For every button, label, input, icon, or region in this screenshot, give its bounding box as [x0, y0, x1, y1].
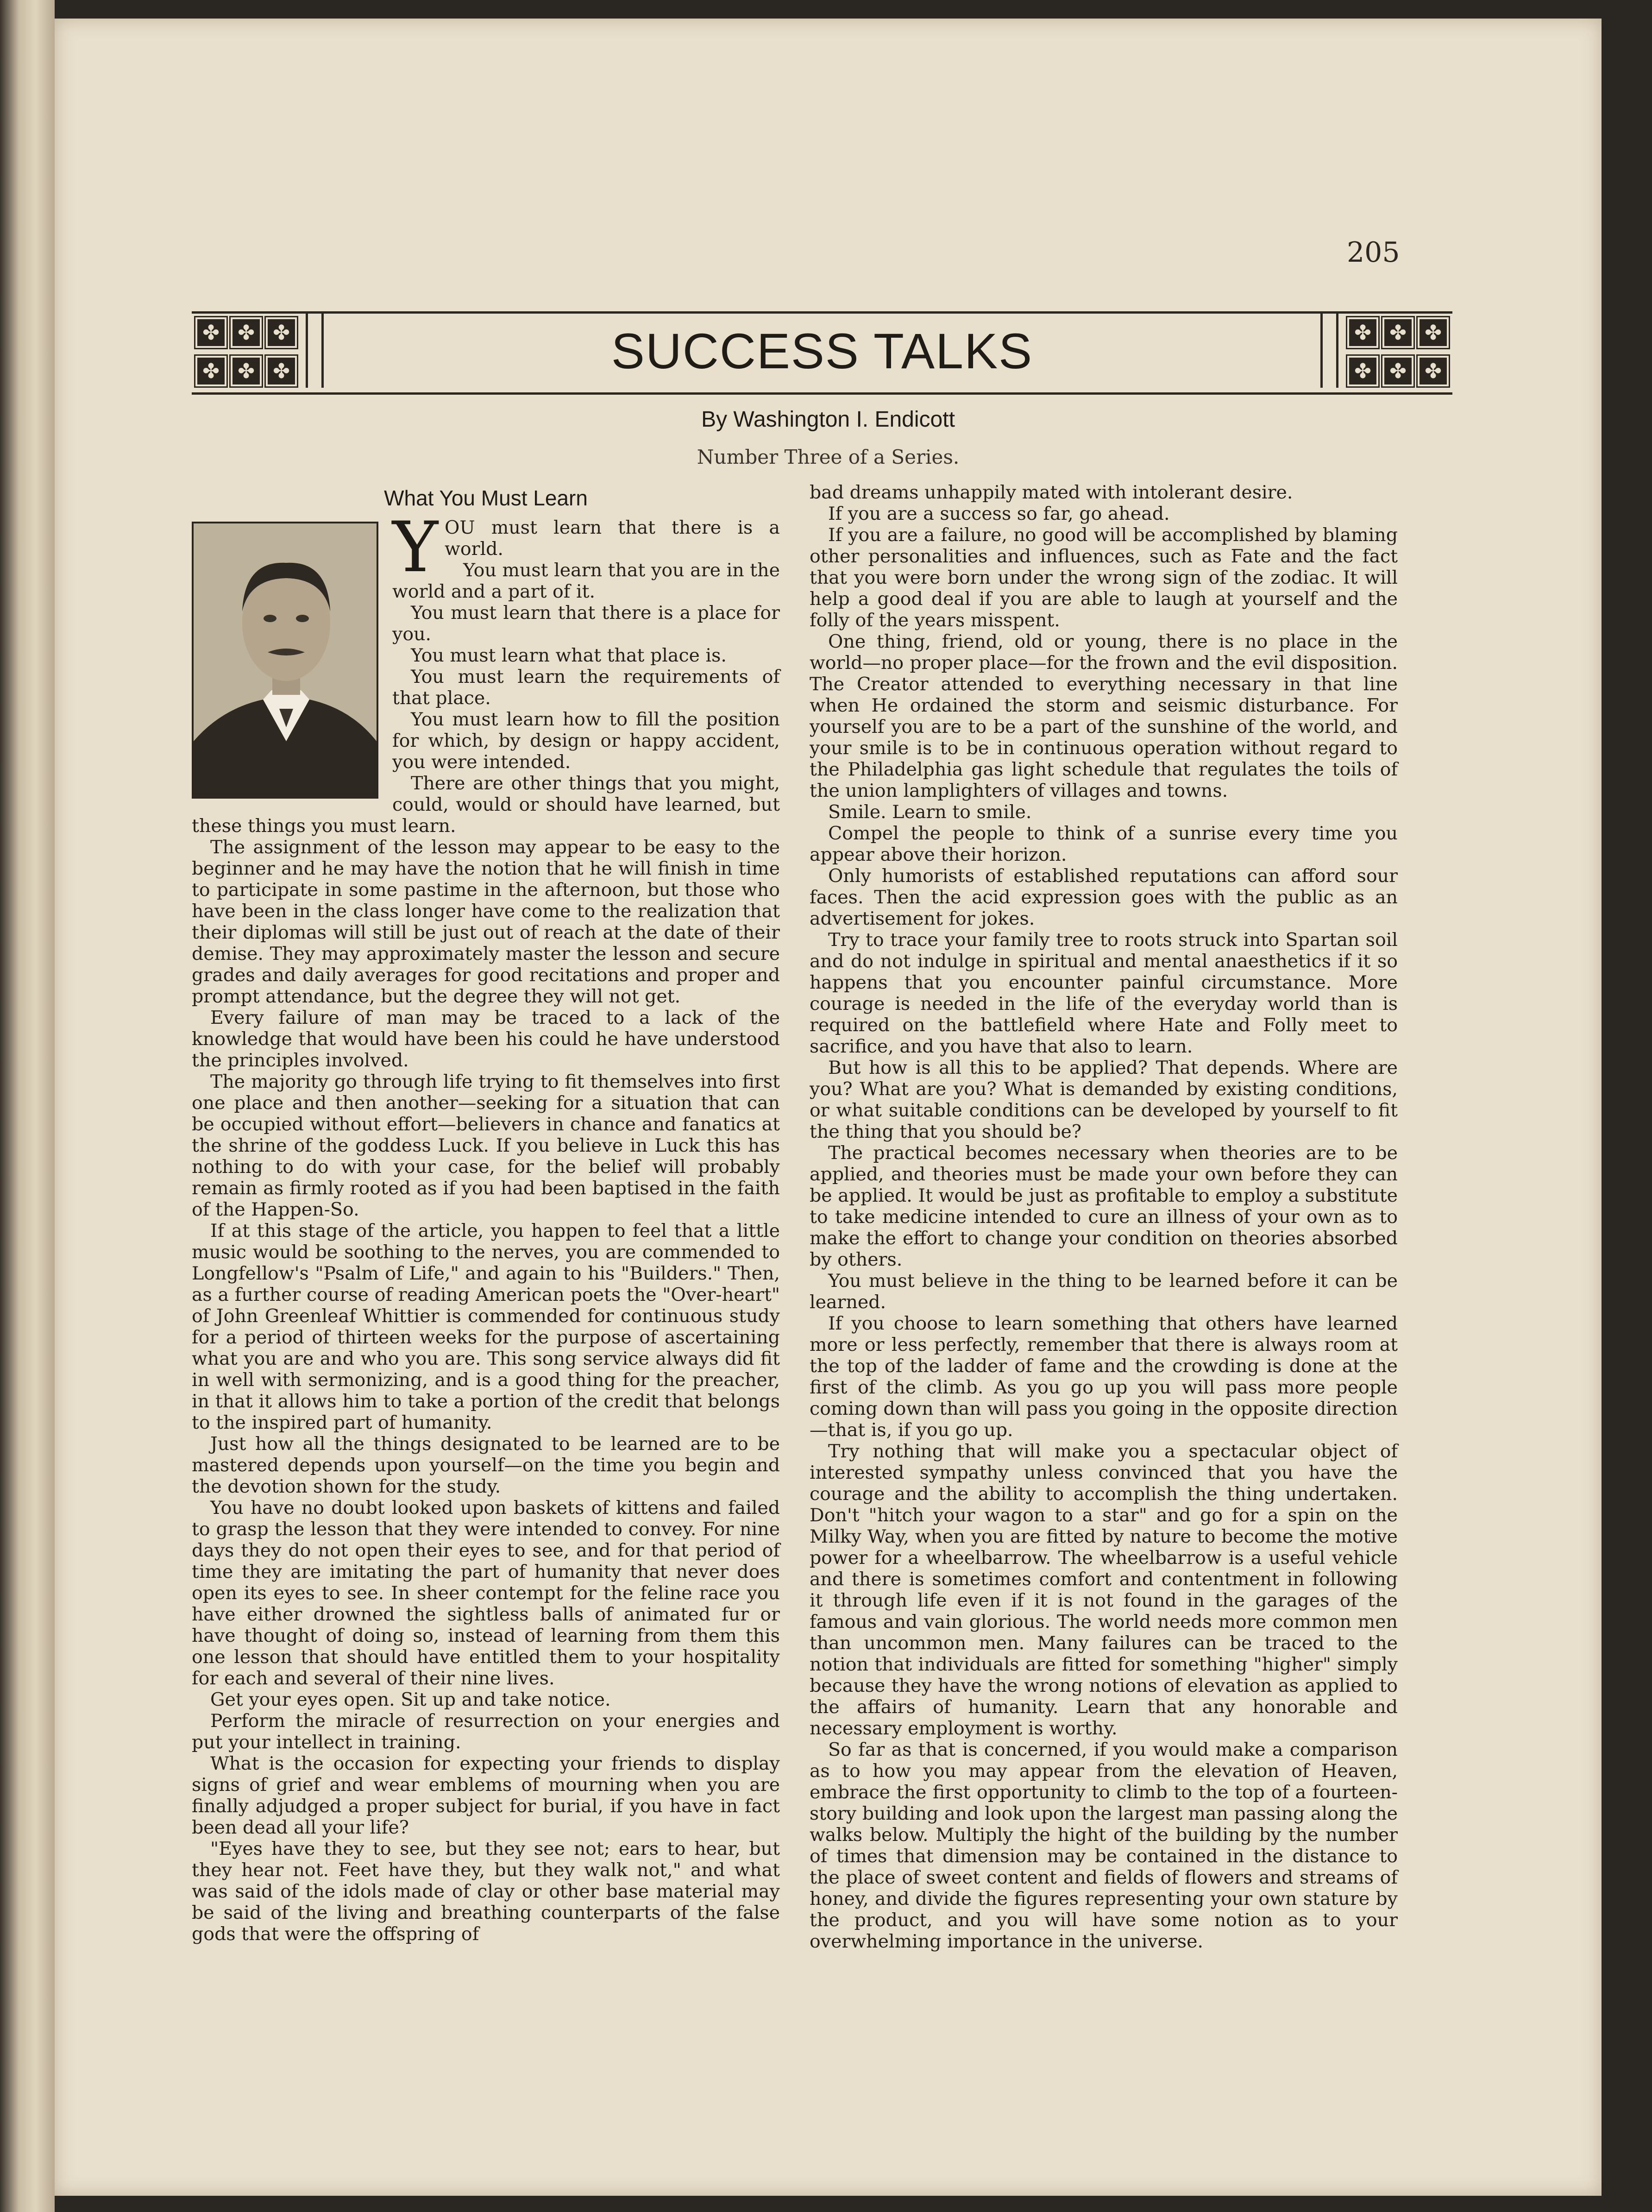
paragraph: Only humorists of established reputations can afford sour faces. Then the acid expression goes with the public as an advertisement for jokes.	[810, 865, 1398, 929]
left-ornament-icon	[194, 316, 298, 388]
paragraph: What is the occasion for expecting your friends to display signs of grief and wear emblems of mourning when you are finally adjudged a proper subject for burial, if you have in fact been dead all your life?	[192, 1753, 780, 1838]
paragraph: "Eyes have they to see, but they see not; ears to hear, but they hear not. Feet have they, but they walk not," and what was said of the idols made of clay or other base material may be said of the living and breathing counterparts of the false gods that were the offspring of	[192, 1838, 780, 1945]
paragraph: The assignment of the lesson may appear to be easy to the beginner and he may have the notion that he will finish in time to participate in some pastime in the afternoon, but those who have been in the class longer have come to the realization that their diplomas will still be just out of reach at the date of their demise. They may approximately master the lesson and secure grades and daily averages for good recitations and proper and prompt attendance, but the degree they will not get.	[192, 837, 780, 1007]
series-note: Number Three of a Series.	[697, 446, 960, 468]
paragraph: Perform the miracle of resurrection on your energies and put your intellect in training.	[192, 1710, 780, 1753]
paragraph: If you are a failure, no good will be accomplished by blaming other personalities and influences, such as Fate and the fact that you were born under the wrong sign of the zodiac. It will help a good deal if you are able to laugh at yourself and the folly of the years misspent.	[810, 524, 1398, 631]
paragraph: But how is all this to be applied? That depends. Where are you? What are you? What is demanded by existing conditions, or what suitable conditions can be developed by yourself to fit the thing that you should be?	[810, 1057, 1398, 1142]
byline: By Washington I. Endicott	[701, 407, 955, 432]
ornament-cell: ✤	[264, 354, 298, 388]
banner-divider	[1336, 314, 1338, 388]
banner-divider	[306, 314, 308, 388]
section-heading: What You Must Learn	[384, 486, 588, 510]
paragraph: The majority go through life trying to fit themselves into first one place and then another—seeking for a situation that can be occupied without effort—believers in chance and fanatics at the shrine of the goddess Luck. If you believe in Luck this has nothing to do with your case, for the belief will probably remain as firmly rooted as if you had been baptised in the faith of the Happen-So.	[192, 1071, 780, 1220]
paragraph: OU must learn that there is a world.	[445, 517, 780, 560]
paragraph: So far as that is concerned, if you would make a comparison as to how you may appear from the elevation of Heaven, embrace the first opportunity to climb to the top of a fourteen-story building and look upon the largest man passing along the walks below. Multiply the hight of the building by the number of times that dimension may be contained in the distance to the place of sweet content and fields of flowers and streams of honey, and divide the figures representing your own stature by the product, and you will have some notion as to your overwhelming importance in the universe.	[810, 1739, 1398, 1952]
paragraph: You must learn that you are in the world and a part of it.	[392, 560, 780, 602]
paragraph: The practical becomes necessary when theories are to be applied, and theories must be made your own before they can be applied. It would be just as profitable to employ a substitute to take medicine intended to cure an illness of your own as to make the effort to change your condition on theories absorbed by others.	[810, 1142, 1398, 1270]
paragraph: If you are a success so far, go ahead.	[828, 503, 1170, 524]
paragraph: You must learn what that place is.	[411, 645, 727, 666]
ornament-cell: ✤	[229, 354, 263, 388]
paragraph: Get your eyes open. Sit up and take notice.	[210, 1689, 611, 1710]
paragraph: There are other things that you might, could, would or should have learned, but these things you must learn.	[192, 773, 780, 837]
paragraph: You must learn that there is a place for you.	[392, 602, 780, 645]
paragraph: Smile. Learn to smile.	[828, 801, 1032, 823]
portrait-image	[194, 523, 377, 797]
title-banner	[192, 311, 1452, 395]
paragraph: If you choose to learn something that others have learned more or less perfectly, remember that there is always room at the top of the ladder of fame and the crowding is done at the first of the climb. As you go up you will pass more people coming down than will pass you going in the opposite direction—that is, if you go up.	[810, 1313, 1398, 1441]
ornament-cell: ✤	[194, 316, 228, 349]
banner-divider	[321, 314, 324, 388]
article-title: SUCCESS TALKS	[611, 322, 1033, 379]
ornament-cell: ✤	[194, 354, 228, 388]
ornament-cell: ✤	[1416, 354, 1450, 388]
ornament-cell: ✤	[1346, 354, 1380, 388]
left-column	[192, 482, 780, 1945]
paragraph: You must learn the requirements of that place.	[392, 666, 780, 709]
paragraph: You must believe in the thing to be learned before it can be learned.	[810, 1270, 1398, 1313]
author-portrait	[192, 522, 378, 799]
drop-cap: Y	[392, 507, 439, 588]
paragraph: Every failure of man may be traced to a lack of the knowledge that would have been his could he have understood the principles involved.	[192, 1007, 780, 1071]
page-number: 205	[1347, 236, 1400, 269]
paragraph: bad dreams unhappily mated with intolerant desire.	[810, 482, 1293, 503]
paragraph: Just how all the things designated to be learned are to be mastered depends upon yourself—on the time you begin and the devotion shown for the study.	[192, 1433, 780, 1497]
ornament-cell: ✤	[1381, 316, 1415, 349]
ornament-cell: ✤	[264, 316, 298, 349]
book-binding	[0, 0, 55, 2212]
paragraph: Compel the people to think of a sunrise every time you appear above their horizon.	[810, 823, 1398, 865]
paragraph: If at this stage of the article, you happen to feel that a little music would be soothing to the nerves, you are commended to Longfellow's "Psalm of Life," and again to his "Builders." Then, as a further course of reading American poets the "Over-heart" of John Greenleaf Whittier is commended for continuous study for a period of thirteen weeks for the purpose of ascertaining what you are and who you are. This song service always did fit in well with sermonizing, and is a good thing for the preacher, in that it allows him to take a portion of the credit that belongs to the inspired part of humanity.	[192, 1220, 780, 1433]
paragraph: Try nothing that will make you a spectacular object of interested sympathy unless convinced that you have the courage and the ability to accomplish the thing undertaken. Don't "hitch your wagon to a star" and go for a spin on the Milky Way, when you are fitted by nature to become the motive power for a wheelbarrow. The wheelbarrow is a useful vehicle and there is sometimes comfort and contentment in following it through life even if it is not found in the garages of the famous and vain glorious. The world needs more common men than uncommon men. Many failures can be traced to the notion that individuals are fitted for something "higher" simply because they have the wrong notions of elevation as applied to the affairs of humanity. Learn that any honorable and necessary employment is worthy.	[810, 1441, 1398, 1739]
right-ornament-icon	[1346, 316, 1450, 388]
paragraph: One thing, friend, old or young, there is no place in the world—no proper place—for the frown and the evil disposition. The Creator attended to everything necessary in that line when He ordained the storm and seismic disturbance. For yourself you are to be a part of the sunshine of the world, and your smile is to be in continuous operation without regard to the Philadelphia gas light schedule that regulates the toils of the union lamplighters of villages and towns.	[810, 631, 1398, 801]
ornament-cell: ✤	[1381, 354, 1415, 388]
banner-divider	[1320, 314, 1323, 388]
paragraph: You have no doubt looked upon baskets of kittens and failed to grasp the lesson that they were intended to convey. For nine days they do not open their eyes to see, and for that period of time they are imitating the part of humanity that never does open its eyes to see. In sheer contempt for the feline race you have either drowned the sightless balls of animated fur or have thought of doing so, instead of learning from them this one lesson that should have entitled them to your hospitality for each and several of their nine lives.	[192, 1497, 780, 1689]
paragraph: You must learn how to fill the position for which, by design or happy accident, you were intended.	[392, 709, 780, 773]
ornament-cell: ✤	[1346, 316, 1380, 349]
magazine-page	[55, 19, 1602, 2196]
paragraph: Try to trace your family tree to roots struck into Spartan soil and do not indulge in spiritual and mental anaesthetics if it so happens that you encounter painful circumstance. More courage is needed in the life of the everyday world than is required on the battlefield where Hate and Folly meet to sacrifice, and you have that also to learn.	[810, 929, 1398, 1057]
ornament-cell: ✤	[229, 316, 263, 349]
right-column	[810, 482, 1398, 1952]
ornament-cell: ✤	[1416, 316, 1450, 349]
